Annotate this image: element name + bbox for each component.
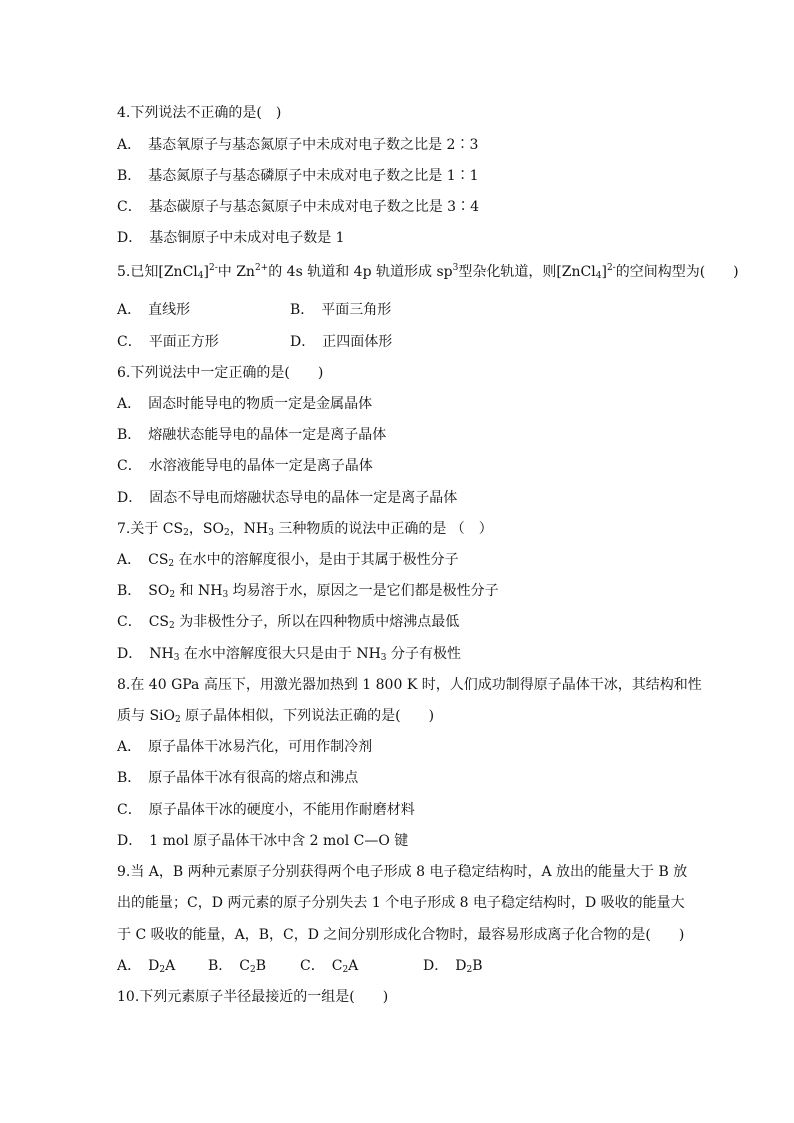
q8-stem-line2: 质与 SiO$_2$ 原子晶体相似，下列说法正确的是( ): [117, 708, 435, 725]
q9-option-d: D． $D_2B$: [423, 958, 483, 975]
q7-stem: 7.关于 $CS_2$，$SO_2$，$NH_3$ 三种物质的说法中正确的是 （ ）: [117, 521, 493, 538]
q8-option-b: B． 原子晶体干冰有很高的熔点和沸点: [117, 770, 359, 786]
q8-option-d: D． 1 mol 原子晶体干冰中含 2 mol C—O 键: [117, 833, 409, 849]
q9-stem-line1: 9.当 A，B 两种元素原子分别获得两个电子形成 8 电子稳定结构时，A 放出的能量大于 B 放: [117, 864, 688, 880]
q6-option-a: A． 固态时能导电的物质一定是金属晶体: [117, 396, 373, 412]
q6-option-b: B． 熔融状态能导电的晶体一定是离子晶体: [117, 427, 387, 443]
q7-option-b: B． $SO_2$ 和 $NH_3$ 均易溶于水，原因之一是它们都是极性分子: [117, 583, 499, 600]
q8-option-c: C． 原子晶体干冰的硬度小，不能用作耐磨材料: [117, 802, 415, 818]
q5-option-d: D． 正四面体形: [290, 334, 393, 350]
q5-option-a: A． 直线形: [117, 302, 191, 318]
q5-stem: 5.已知[ZnCl$_4$]$^{2-}$中 $Zn^{2+}$的 4s 轨道和 4p 轨道形成 $sp^3$型杂化轨道，则[ZnCl$_4$]$^{2-}$的空间构型为( ): [117, 263, 739, 281]
q4-option-a: A． 基态氧原子与基态氮原子中未成对电子数之比是 2∶3: [117, 137, 479, 153]
q6-option-d: D． 固态不导电而熔融状态导电的晶体一定是离子晶体: [117, 490, 458, 506]
q4-option-d: D． 基态铜原子中未成对电子数是 1: [117, 230, 345, 246]
q9-stem-line2: 出的能量；C，D 两元素的原子分别失去 1 个电子形成 8 电子稳定结构时，D 吸收的能量大: [117, 895, 685, 911]
q7-option-c: C． $CS_2$ 为非极性分子，所以在四种物质中熔沸点最低: [117, 614, 460, 631]
q9-stem-line3: 于 C 吸收的能量，A，B，C，D 之间分别形成化合物时，最容易形成离子化合物的是( ): [117, 927, 685, 943]
q4-option-b: B． 基态氮原子与基态磷原子中未成对电子数之比是 1∶1: [117, 168, 479, 184]
q10-stem: 10.下列元素原子半径最接近的一组是( ): [117, 989, 389, 1005]
q9-option-a: A． $D_2A$: [117, 958, 176, 975]
q8-option-a: A． 原子晶体干冰易汽化，可用作制冷剂: [117, 739, 373, 755]
q6-stem: 6.下列说法中一定正确的是( ): [117, 365, 324, 381]
q4-stem: 4.下列说法不正确的是( ): [117, 105, 282, 121]
q5-option-b: B． 平面三角形: [290, 302, 392, 318]
q7-option-a: A． $CS_2$ 在水中的溶解度很小，是由于其属于极性分子: [117, 552, 459, 569]
q8-stem-line1: 8.在 40 GPa 高压下，用激光器加热到 1 800 K 时，人们成功制得原子晶体干冰，其结构和性: [117, 677, 702, 693]
q9-option-c: C． $C_2A$: [300, 958, 359, 975]
q6-option-c: C． 水溶液能导电的晶体一定是离子晶体: [117, 458, 373, 474]
q7-option-d: D． $NH_3$ 在水中溶解度很大只是由于 $NH_3$ 分子有极性: [117, 646, 461, 663]
q4-option-c: C． 基态碳原子与基态氮原子中未成对电子数之比是 3∶4: [117, 199, 479, 215]
q5-option-c: C． 平面正方形: [117, 334, 219, 350]
q9-option-b: B． $C_2B$: [208, 958, 267, 975]
